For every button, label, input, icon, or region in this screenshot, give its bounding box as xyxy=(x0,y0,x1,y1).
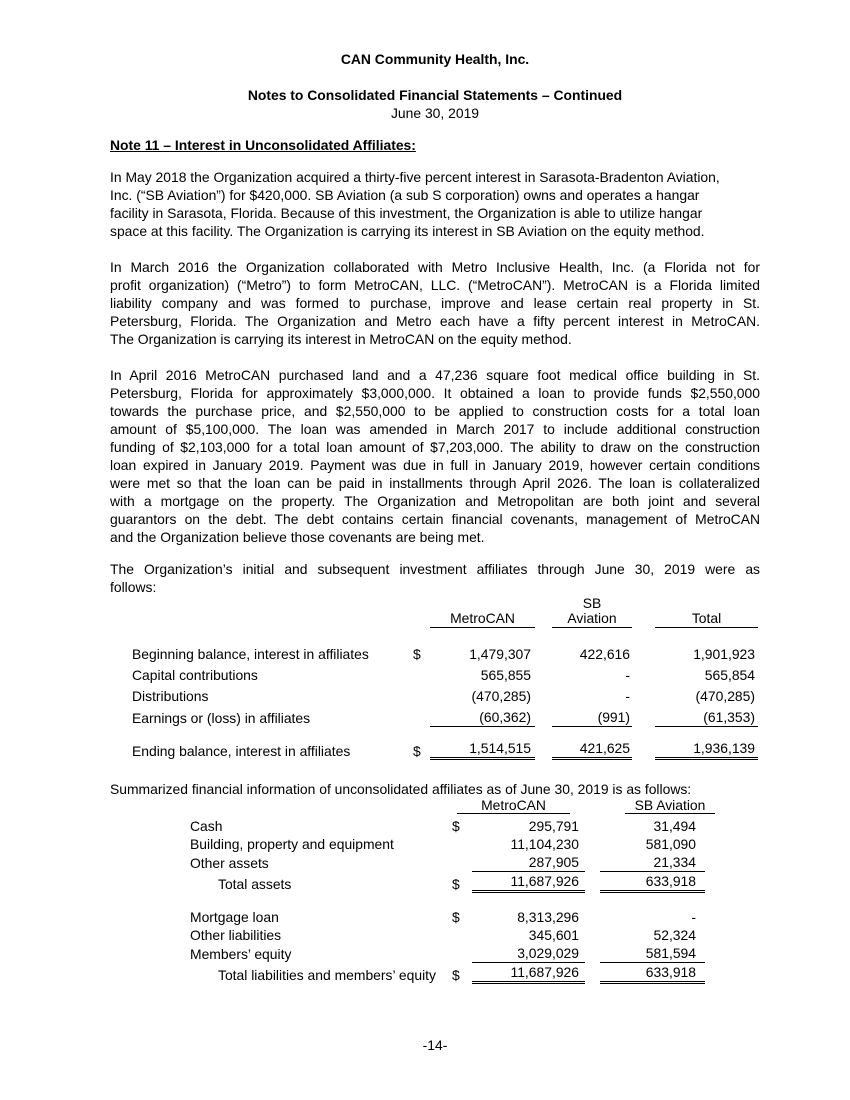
table-cell-sb-aviation: 422,616 xyxy=(579,646,630,662)
table-cell-total: 1,936,139 xyxy=(655,739,758,760)
table-cell-sb-aviation: - xyxy=(625,667,630,683)
text-line: liability company and was formed to purchase, improve and lease certain real property in St. xyxy=(110,295,760,311)
text-line: In April 2016 MetroCAN purchased land and a 47,236 square foot medical office building in St. xyxy=(110,367,760,383)
table-cell-sb-aviation: - xyxy=(691,909,696,925)
paragraph-summary-intro xyxy=(110,780,760,798)
table-cell-label: Other assets xyxy=(190,855,269,871)
table-cell-label: Total assets xyxy=(218,876,292,892)
table-cell-label: Beginning balance, interest in affiliates xyxy=(132,646,369,662)
text-line: profit organization) (“Metro”) to form MetroCAN, LLC. (“MetroCAN”). MetroCAN is a Florida limited xyxy=(110,277,760,293)
summary-table-liabilities-body xyxy=(110,908,760,963)
table-cell-metrocan: 11,687,926 xyxy=(472,963,585,984)
table-cell-sb-aviation: 52,324 xyxy=(653,927,696,943)
table-cell-dollar: $ xyxy=(413,646,421,662)
table-row xyxy=(110,666,760,684)
column-header-metrocan: MetroCAN xyxy=(430,609,535,628)
table-cell-label: Earnings or (loss) in affiliates xyxy=(132,710,311,726)
text-line: amount of $5,100,000. The loan was amended in March 2017 to include additional construction xyxy=(110,421,760,437)
table-cell-label: Total liabilities and members’ equity xyxy=(218,967,436,983)
paragraph-sb-aviation xyxy=(110,168,760,240)
table-cell-metrocan: (60,362) xyxy=(430,708,535,727)
table-cell-label: Members’ equity xyxy=(190,946,292,962)
text-line: follows: xyxy=(110,579,157,595)
table-cell-total: 1,901,923 xyxy=(693,646,755,662)
investment-table-body xyxy=(110,645,760,727)
investment-table-header xyxy=(110,596,760,628)
table-row xyxy=(110,944,760,963)
table-cell-metrocan: 287,905 xyxy=(472,853,585,872)
document-date: June 30, 2019 xyxy=(390,105,480,121)
paragraph-metrocan-loan xyxy=(110,366,760,546)
table-cell-metrocan: 11,104,230 xyxy=(510,836,579,852)
text-line: loan expired in January 2019. Payment was due in full in January 2019, however certain conditions xyxy=(110,457,760,473)
column-header-aviation: Aviation xyxy=(552,609,632,628)
text-line: funding of $2,103,000 for a total loan amount of $7,203,000. The ability to draw on the construction xyxy=(110,439,760,455)
investment-table-total-row xyxy=(110,739,760,760)
table-cell-metrocan: (470,285) xyxy=(471,688,531,704)
summary-table-total-assets-row xyxy=(110,872,760,893)
table-cell-label: Building, property and equipment xyxy=(190,836,394,852)
table-cell-dollar: $ xyxy=(452,909,460,925)
note-heading: Note 11 – Interest in Unconsolidated Affiliates: xyxy=(110,137,416,153)
table-row xyxy=(110,687,760,705)
text-line: The Organization’s initial and subsequent investment affiliates through June 30, 2019 were as xyxy=(110,561,760,577)
table-cell-total: (470,285) xyxy=(695,688,755,704)
text-line: space at this facility. The Organization is carrying its interest in SB Aviation on the equity method. xyxy=(110,223,705,239)
text-line: with a mortgage on the property. The Organization and Metropolitan are both joint and several xyxy=(110,493,760,509)
table-cell-sb-aviation: - xyxy=(625,688,630,704)
table-cell-sb-aviation: 21,334 xyxy=(600,853,705,872)
text-line: were met so that the loan can be paid in installments through April 2026. The loan is collateralized xyxy=(110,475,760,491)
table-cell-dollar: $ xyxy=(452,818,460,834)
table-cell-total: 565,854 xyxy=(704,667,755,683)
table-cell-metrocan: 565,855 xyxy=(480,667,531,683)
column-header-total: Total xyxy=(655,609,758,628)
table-row xyxy=(110,835,760,853)
text-line: towards the purchase price, and $2,550,000 to be applied to construction costs for a total loan xyxy=(110,403,760,419)
text-line: Petersburg, Florida for approximately $3,000,000. It obtained a loan to provide funds $2,550,000 xyxy=(110,385,760,401)
table-cell-metrocan: 1,514,515 xyxy=(430,739,535,760)
table-cell-metrocan: 345,601 xyxy=(528,927,579,943)
table-cell-sb-aviation: 581,594 xyxy=(600,944,705,963)
page-number: -14- xyxy=(422,1037,448,1053)
text-line: Summarized financial information of unconsolidated affiliates as of June 30, 2019 is as follows: xyxy=(110,781,692,797)
table-cell-label: Ending balance, interest in affiliates xyxy=(132,743,351,759)
company-name: CAN Community Health, Inc. xyxy=(340,51,530,67)
table-cell-label: Other liabilities xyxy=(190,927,282,943)
table-cell-label: Distributions xyxy=(132,688,209,704)
table-row xyxy=(110,645,760,663)
document-title: Notes to Consolidated Financial Statements – Continued xyxy=(247,87,623,103)
text-line: Inc. (“SB Aviation”) for $420,000. SB Aviation (a sub S corporation) owns and operates a hangar xyxy=(110,187,700,203)
column-header-metrocan: MetroCAN xyxy=(457,797,570,814)
table-cell-dollar: $ xyxy=(452,967,460,983)
table-row xyxy=(110,708,760,727)
summary-table-header-row xyxy=(110,798,760,814)
table-cell-dollar: $ xyxy=(413,743,421,759)
table-cell-dollar: $ xyxy=(452,876,460,892)
table-cell-sb-aviation: 581,090 xyxy=(645,836,696,852)
table-cell-label: Capital contributions xyxy=(132,667,258,683)
document-content xyxy=(110,50,760,984)
table-cell-sb-aviation: 633,918 xyxy=(600,872,705,893)
table-cell-metrocan: 295,791 xyxy=(528,818,579,834)
table-cell-metrocan: 11,687,926 xyxy=(472,872,585,893)
text-line: In March 2016 the Organization collaborated with Metro Inclusive Health, Inc. (a Florida not for xyxy=(110,259,760,275)
table-cell-metrocan: 1,479,307 xyxy=(469,646,531,662)
summary-table-assets-body xyxy=(110,817,760,872)
text-line: In May 2018 the Organization acquired a thirty-five percent interest in Sarasota-Bradenton Aviation, xyxy=(110,169,720,185)
column-header-sb-aviation: SB Aviation xyxy=(625,797,715,814)
table-row xyxy=(110,926,760,944)
table-cell-sb-aviation: 31,494 xyxy=(653,818,696,834)
table-row xyxy=(110,817,760,835)
text-line: guarantors on the debt. The debt contains certain financial covenants, management of MetroCAN xyxy=(110,511,760,527)
table-cell-sb-aviation: (991) xyxy=(552,708,632,727)
text-line: The Organization is carrying its interest in MetroCAN on the equity method. xyxy=(110,331,572,347)
paragraph-investment-intro xyxy=(110,560,760,596)
table-cell-label: Cash xyxy=(190,818,223,834)
table-row xyxy=(110,908,760,926)
table-cell-total: (61,353) xyxy=(655,708,758,727)
table-cell-label: Mortgage loan xyxy=(190,909,279,925)
summary-table-total-liabilities-row xyxy=(110,963,760,984)
column-header-sb-top: SB xyxy=(582,595,602,611)
table-row xyxy=(110,853,760,872)
paragraph-metrocan-formation xyxy=(110,258,760,348)
text-line: and the Organization believe those covenants are being met. xyxy=(110,529,485,545)
investment-table-header-row xyxy=(110,612,760,628)
text-line: facility in Sarasota, Florida. Because of this investment, the Organization is able to utilize hangar xyxy=(110,205,703,221)
text-line: Petersburg, Florida. The Organization and Metro each have a fifty percent interest in MetroCAN. xyxy=(110,313,760,329)
table-cell-metrocan: 8,313,296 xyxy=(517,909,579,925)
table-cell-sb-aviation: 421,625 xyxy=(552,739,632,760)
table-cell-metrocan: 3,029,029 xyxy=(472,944,585,963)
table-cell-sb-aviation: 633,918 xyxy=(600,963,705,984)
